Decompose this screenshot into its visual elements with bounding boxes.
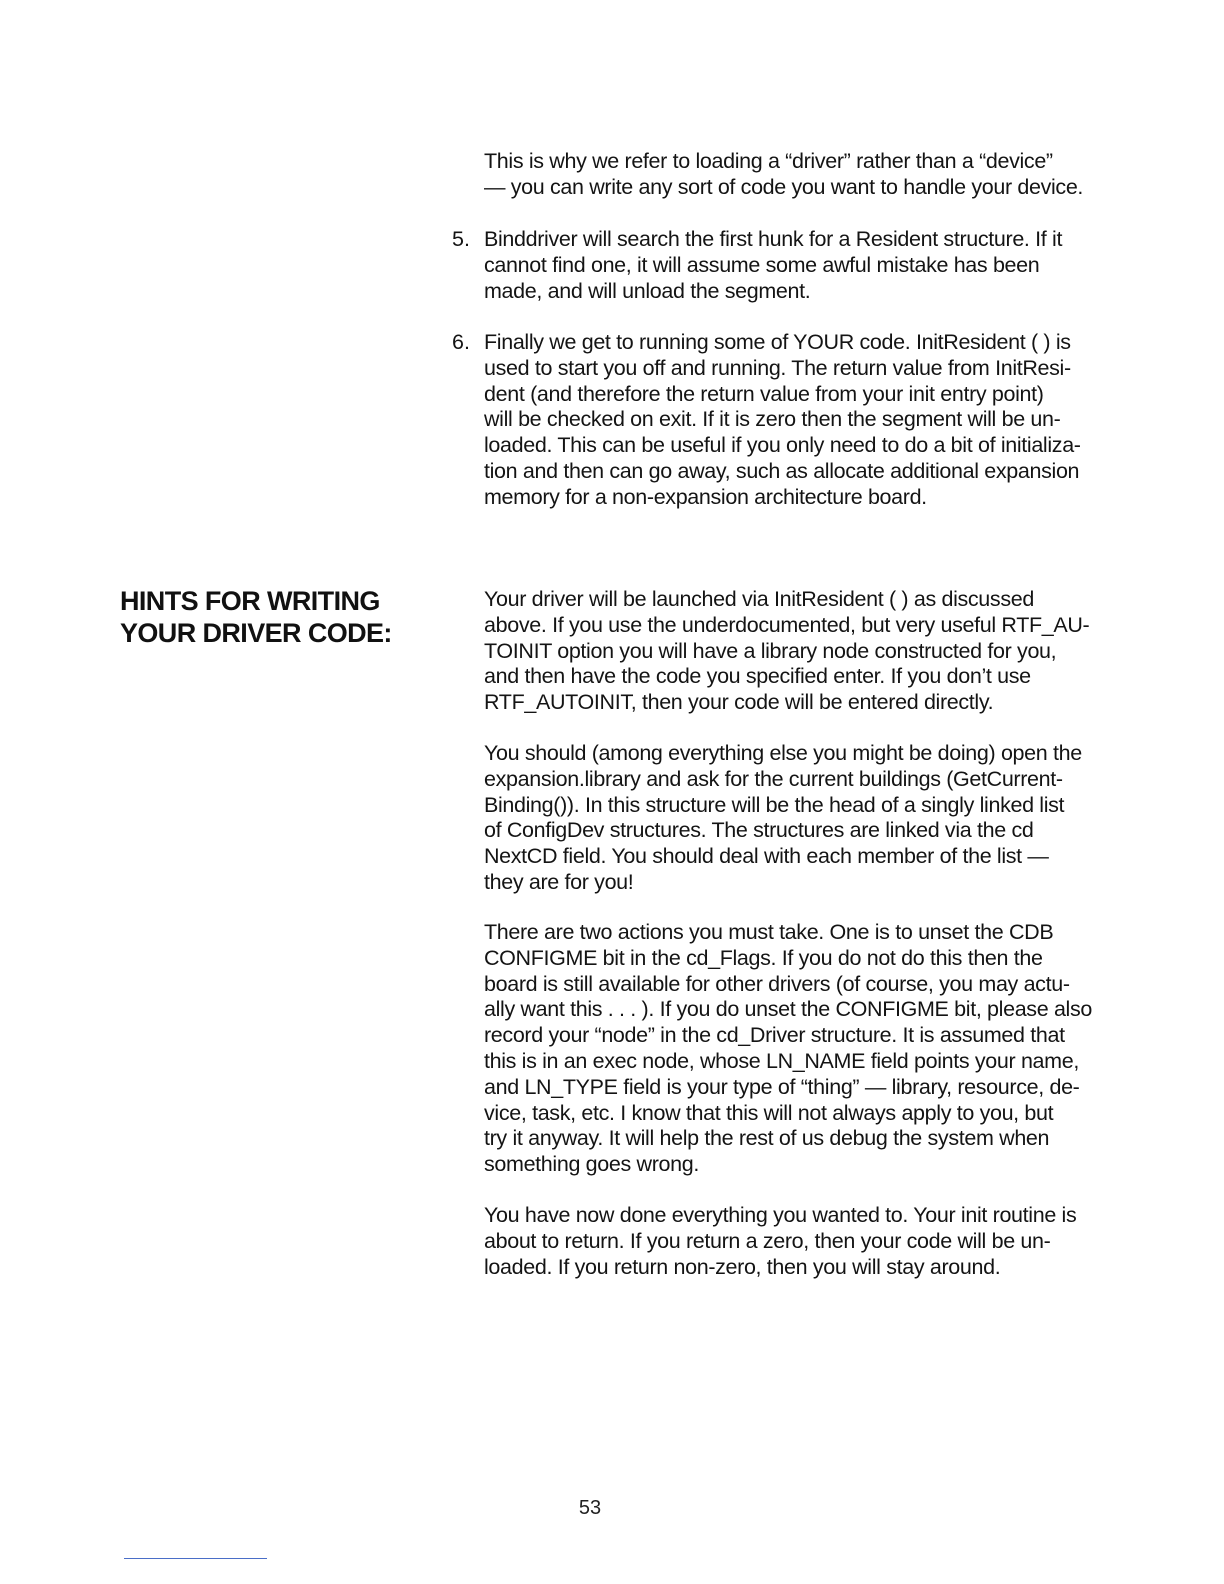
section-paragraph xyxy=(484,1203,1094,1280)
section-heading-line: YOUR DRIVER CODE: xyxy=(120,618,392,648)
intro-paragraph xyxy=(484,149,1094,201)
text-line: something goes wrong. xyxy=(484,1152,699,1177)
text-line: memory for a non-expansion architecture board. xyxy=(484,484,927,509)
text-line: they are for you! xyxy=(484,869,634,894)
text-line: record your “node” in the cd_Driver structure. It is assumed that xyxy=(484,1023,1065,1048)
text-line: about to return. If you return a zero, then your code will be un- xyxy=(484,1228,1051,1253)
list-item-number: 6. xyxy=(452,330,470,354)
text-line: You should (among everything else you might be doing) open the xyxy=(484,741,1082,765)
section-paragraph xyxy=(484,587,1094,716)
text-line: CONFIGME bit in the cd_Flags. If you do not do this then the xyxy=(484,945,1043,970)
text-line: Finally we get to running some of YOUR code. InitResident ( ) is xyxy=(484,330,1071,354)
section-heading xyxy=(120,585,392,649)
text-line: Your driver will be launched via InitResident ( ) as discussed xyxy=(484,587,1034,611)
text-line: vice, task, etc. I know that this will not always apply to you, but xyxy=(484,1100,1054,1125)
text-line: ally want this . . . ). If you do unset the CONFIGME bit, please also xyxy=(484,997,1092,1022)
text-line: expansion.library and ask for the current buildings (GetCurrent- xyxy=(484,766,1063,791)
text-line: and then have the code you specified enter. If you don’t use xyxy=(484,664,1031,689)
list-item-number: 5. xyxy=(452,227,470,251)
section-heading-line: HINTS FOR WRITING xyxy=(120,586,380,616)
page-number: 53 xyxy=(578,1497,602,1519)
text-line: NextCD field. You should deal with each member of the list — xyxy=(484,844,1049,869)
text-line: and LN_TYPE field is your type of “thing” — library, resource, de- xyxy=(484,1074,1080,1099)
text-line: used to start you off and running. The return value from InitResi- xyxy=(484,355,1071,380)
section-paragraph xyxy=(484,920,1094,1178)
text-line: loaded. This can be useful if you only need to do a bit of initializa- xyxy=(484,433,1081,458)
text-line: this is in an exec node, whose LN_NAME field points your name, xyxy=(484,1048,1079,1073)
text-line: Binddriver will search the first hunk for a Resident structure. If it xyxy=(484,227,1063,251)
text-line: try it anyway. It will help the rest of us debug the system when xyxy=(484,1126,1050,1151)
text-line: TOINIT option you will have a library node constructed for you, xyxy=(484,638,1057,663)
text-line: dent (and therefore the return value from your init entry point) xyxy=(484,381,1044,406)
text-line: of ConfigDev structures. The structures are linked via the cd xyxy=(484,818,1034,843)
text-line: You have now done everything you wanted to. Your init routine is xyxy=(484,1203,1077,1227)
text-line: cannot find one, it will assume some awful mistake has been xyxy=(484,252,1040,277)
text-line: above. If you use the underdocumented, but very useful RTF_AU- xyxy=(484,612,1090,637)
text-line: RTF_AUTOINIT, then your code will be entered directly. xyxy=(484,690,994,715)
text-line: Binding()). In this structure will be the head of a singly linked list xyxy=(484,792,1065,817)
text-line: — you can write any sort of code you want to handle your device. xyxy=(484,174,1084,199)
text-line: This is why we refer to loading a “driver” rather than a “device” xyxy=(484,149,1053,173)
text-line: made, and will unload the segment. xyxy=(484,278,811,303)
list-item-6 xyxy=(484,330,1094,511)
text-line: board is still available for other drivers (of course, you may actu- xyxy=(484,971,1070,996)
text-line: loaded. If you return non-zero, then you will stay around. xyxy=(484,1254,1001,1279)
text-line: There are two actions you must take. One is to unset the CDB xyxy=(484,920,1054,944)
section-paragraph xyxy=(484,741,1094,896)
text-line: will be checked on exit. If it is zero then the segment will be un- xyxy=(484,407,1061,432)
footer-rule xyxy=(124,1558,267,1559)
text-line: tion and then can go away, such as allocate additional expansion xyxy=(484,458,1080,483)
list-item-5 xyxy=(484,227,1094,304)
